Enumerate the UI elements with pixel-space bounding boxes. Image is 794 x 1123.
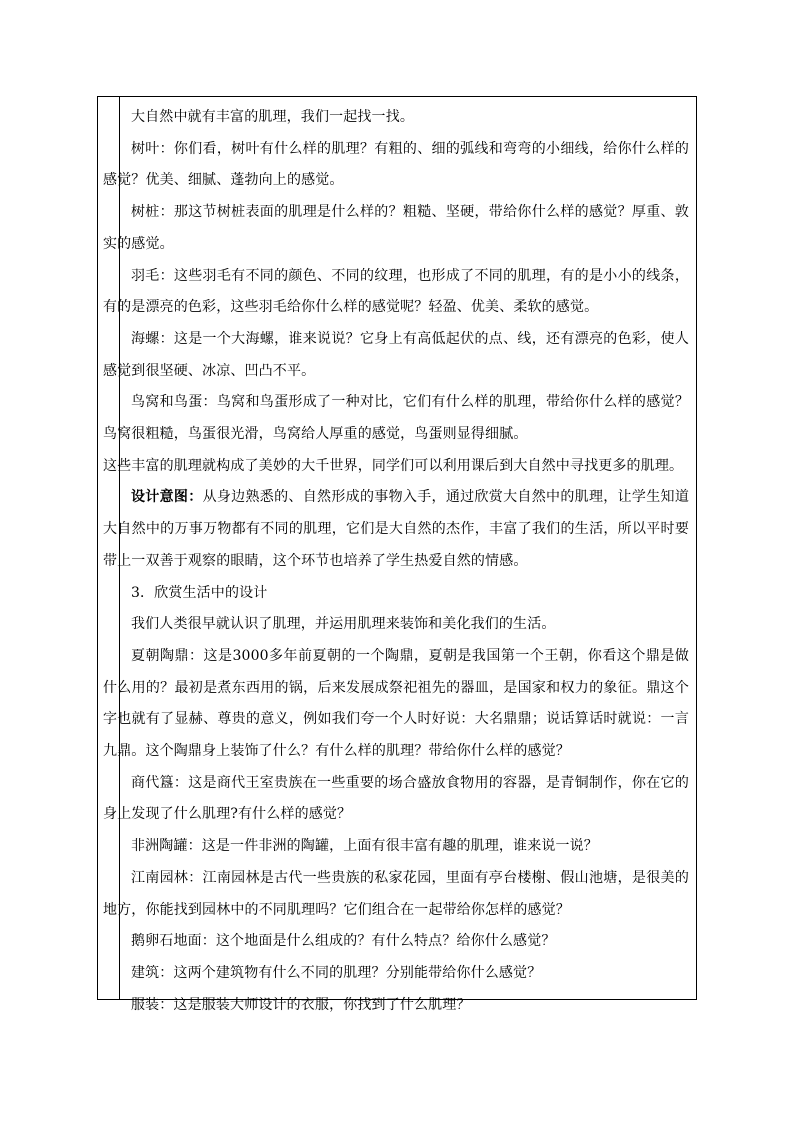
design-intent-text: 从身边熟悉的、自然形成的事物入手，通过欣赏大自然中的肌理，让学生知道大自然中的万事万物都有不同的肌理，它们是大自然的杰作，丰富了我们的生活，所以平时要带上一双善于观察的眼睛，这个环节也培养了学生热爱自然的情感。: [103, 489, 689, 569]
paragraph-conch: 海螺：这是一个大海螺，谁来说说？它身上有高低起伏的点、线，还有漂亮的色彩，使人感觉到很坚硬、冰凉、凹凸不平。: [103, 330, 689, 379]
paragraph-architecture: 建筑：这两个建筑物有什么不同的肌理？分别能带给你什么感觉？: [131, 964, 542, 981]
paragraph-stump: 树桩：那这节树桩表面的肌理是什么样的？粗糙、坚硬，带给你什么样的感觉？厚重、敦实的感觉。: [103, 204, 689, 252]
paragraph-xia-tripod: 夏朝陶鼎：这是3000多年前夏朝的一个陶鼎，夏朝是我国第一个王朝，你看这个鼎是做什么用的？最初是煮东西用的锅，后来发展成祭祀祖先的器皿，是国家和权力的象征。鼎这个字也就有了显赫、尊贵的意义，例如我们夸一个人时好说：大名鼎鼎；说话算话时就说：一言九鼎。这个陶鼎身上装饰了什么？有什么样的肌理？带给你什么样的感觉？: [103, 647, 689, 760]
paragraph-nest-egg: 鸟窝和鸟蛋：鸟窝和鸟蛋形成了一种对比，它们有什么样的肌理，带给你什么样的感觉？鸟窝很粗糙，鸟蛋很光滑，鸟窝给人厚重的感觉，鸟蛋则显得细腻。: [103, 394, 689, 443]
paragraph-nature-summary: 这些丰富的肌理就构成了美妙的大千世界，同学们可以利用课后到大自然中寻找更多的肌理。: [103, 457, 684, 474]
paragraph-leaf: 树叶：你们看，树叶有什么样的肌理？有粗的、细的弧线和弯弯的小细线，给你什么样的感觉？优美、细腻、蓬勃向上的感觉。: [103, 140, 689, 189]
paragraph-african-pot: 非洲陶罐：这是一件非洲的陶罐，上面有很丰富有趣的肌理，谁来说一说？: [131, 838, 598, 855]
design-intent-label: 设计意图：: [131, 489, 203, 506]
paragraph-clothing: 服装：这是服装大师设计的衣服，你找到了什么肌理？: [131, 996, 471, 1013]
paragraph-shang-gui: 商代簋：这是商代王室贵族在一些重要的场合盛放食物用的容器，是青铜制作，你在它的身上发现了什么肌理?有什么样的感觉？: [103, 774, 689, 823]
paragraph-life-intro: 我们人类很早就认识了肌理，并运用肌理来装饰和美化我们的生活。: [131, 616, 556, 633]
paragraph-jiangnan-garden: 江南园林：江南园林是古代一些贵族的私家花园，里面有亭台楼榭、假山池塘，是很美的地方，你能找到园林中的不同肌理吗？它们组合在一起带给你怎样的感觉？: [103, 869, 689, 918]
lesson-content: [103, 102, 689, 1021]
paragraph-pebble-ground: 鹅卵石地面：这个地面是什么组成的？有什么特点？给你什么感觉？: [131, 933, 556, 950]
section-heading-life-design: 3．欣赏生活中的设计: [131, 584, 268, 601]
paragraph-feather: 羽毛：这些羽毛有不同的颜色、不同的纹理，也形成了不同的肌理，有的是小小的线条，有的是漂亮的色彩，这些羽毛给你什么样的感觉呢？轻盈、优美、柔软的感觉。: [103, 267, 689, 316]
paragraph-nature-intro: 大自然中就有丰富的肌理，我们一起找一找。: [131, 109, 414, 125]
paragraph-design-intent: [103, 482, 689, 577]
